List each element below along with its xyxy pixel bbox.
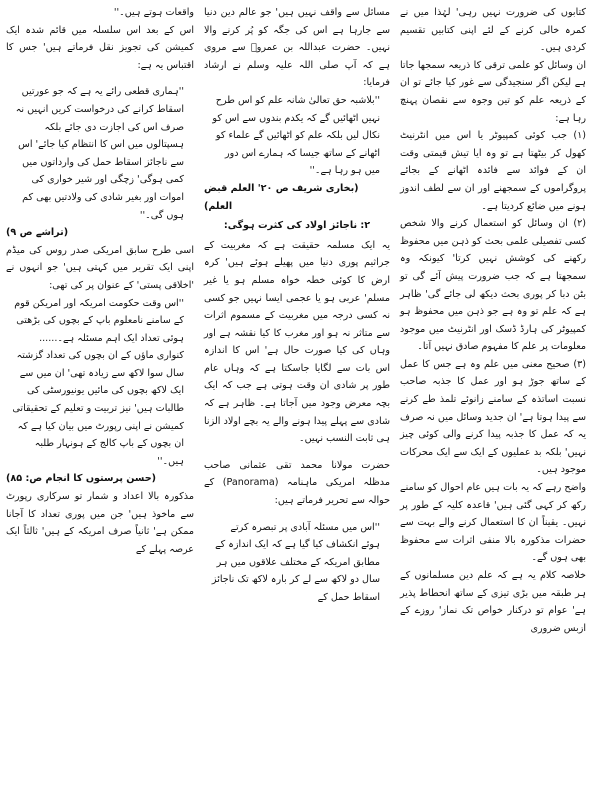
paragraph: کتابوں کی ضرورت نہیں رہی' لہٰذا میں نے کمرہ خالی کرنے کے لئے اپنی کتابیں تقسیم کردی ہیں۔ [400, 7, 586, 54]
paragraph: واضح رہے کہ یہ بات ہیں عام احوال کو سامنے رکھ کر کہی گئی ہیں' قاعدہ کلیہ کے طور پر نہیں۔ یقیناً ان کا استعمال کرنے والے بہت سے حضرات مذکورہ بالا منفی اثرات سے محفوظ بھی ہوں گے۔ [400, 482, 586, 564]
paragraph: (۲) ان وسائل کو استعمال کرنے والا شخص کسی تفصیلی علمی بحث کو ذہن میں محفوظ رکھنے کی کوشش نہیں کرتا' کیونکہ وہ سمجھتا ہے کہ جب ضرورت پیش آئے گی تو بٹن دبا کر پوری بحث دیکھ لی جائے گی' ظاہر ہے کہ علم تو وہ ہے جو ذہن میں محفوظ ہو کمپیوٹر کی ہارڈ ڈسک اور انٹرنیٹ میں موجود معلومات پر علم کا مفہوم صادق نہیں آتا۔ [400, 218, 586, 353]
paragraph: اس کے بعد اس سلسلہ میں قائم شدہ ایک کمیشن کی تجویز نقل فرماتے ہیں' جس کا اقتباس یہ ہے: [6, 24, 194, 71]
block-quote: ''اس میں مسئلہ آبادی پر تبصرہ کرتے ہوئے انکشاف کیا گیا ہے کہ ایک اندازہ کے مطابق امریکہ کے مختلف علاقوں میں ہر سال دو لاکھ سے لے کر بارہ لاکھ تک ناجائز اسقاط حمل کے [211, 521, 380, 603]
paragraph: ان وسائل کو علمی ترقی کا ذریعہ سمجھا جاتا ہے لیکن اگر سنجیدگی سے غور کیا جائے تو ان کے ذریعہ علم کو تین وجوہ سے نقصان پہنچ رہا ہے: [400, 59, 586, 124]
hadith-quote: ''بلاشبہ حق تعالیٰ شانہ علم کو اس طرح نہیں اٹھائیں گے کہ یکدم بندوں سے اس کو نکال لیں بلکہ علم کو اٹھائیں گے علماء کو اٹھانے کے ساتھ جیسا کہ ہمارے اس دور میں ہو رہا ہے۔'' [212, 94, 380, 177]
quote-source: (بخاری شریف ص ۲۰' العلم قبض العلم) [204, 182, 359, 212]
quote-source: (تراشے ص ۹) [6, 227, 69, 239]
paragraph [204, 457, 390, 510]
english-term: (Panorama) [222, 477, 279, 489]
block-quote: ''ہماری قطعی رائے یہ ہے کہ جو عورتیں اسقاط کرانے کی درخواست کریں انہیں نہ صرف اس کی اجازت دی جائے بلکہ ہسپتالوں میں اس کا انتظام کیا جائے' اس سے ناجائز اسقاط حمل کی وارداتوں میں کمی ہوگی' زچگی اور شیر خواری کی اموات اور بغیر شادی کی ولادتیں بھی کم ہوں گی۔'' [15, 86, 184, 221]
text-span: کے حوالہ سے تحریر فرماتے ہیں: [204, 477, 390, 507]
quote-source: (حسن پرستوں کا انجام ص: ۸۵) [6, 473, 156, 485]
paragraph: اسی طرح سابق امریکی صدر روس کی میڈم اپنی ایک تقریر میں کہتی ہیں' جو انہوں نے 'اخلاقی پستی' کے عنوان پر کی تھی: [6, 244, 194, 291]
text-column-left [2, 4, 198, 794]
paragraph: خلاصہ کلام یہ ہے کہ علم دین مسلمانوں کے ہر طبقہ میں بڑی تیزی کے ساتھ انحطاط پذیر ہے' عوام تو درکنار خواص تک نماز' روزے کے ازبس ضروری [400, 570, 586, 634]
section-heading: ۲: ناجائز اولاد کی کثرت ہوگی: [223, 220, 371, 232]
paragraph: (۳) صحیح معنی میں علم وہ ہے جس کا عمل کے ساتھ جوڑ ہو اور عمل کا جذبہ صاحب نسبت اساتذہ کے سامنے زانوئے تلمذ طے کرنے سے پیدا ہوتا ہے' ان جدید وسائل میں نہ صرف یہ کہ عمل کا جذبہ پیدا کرنے والی کوئی چیز نہیں' بلکہ بد عملیوں کے ایک سے ایک محرکات موجود ہیں۔ [400, 358, 586, 476]
paragraph: یہ ایک مسلمہ حقیقت ہے کہ مغربیت کے جراثیم پوری دنیا میں پھیلے ہوئے ہیں' کرہ ارض کا کوئی خطہ خواہ مسلم ہو یا غیر مسلم' عربی ہو یا عجمی ایسا نہیں جو کسی نہ کسی درجہ میں مغربیت کے مسموم اثرات سے متاثر نہ ہو اور مغرب کا کیا نقشہ ہے اور وہاں کی کیا صورت حال ہے' اس کا اندازہ اس بات سے لگایا جاسکتا ہے کہ وہاں عام طور پر شادی ان وقت ہوتی ہے جب کہ ایک بچہ معرض وجود میں آجاتا ہے۔ ظاہر ہے کہ شادی سے پہلے پیدا ہونے والے یہ بچے اولاد الزنا ہی ثابت النسب نہیں۔ [204, 239, 390, 445]
text-column-middle [200, 4, 394, 794]
paragraph: واقعات ہوتے ہیں۔'' [113, 7, 194, 18]
text-column-right [396, 4, 590, 794]
paragraph: مسائل سے واقف نہیں ہیں' جو عالم دین دنیا سے جارہا ہے اس کی جگہ کو پُر کرنے والا نہیں۔ حضرت عبداللہ بن عمروؓ سے مروی ہے کہ آپ صلی اللہ علیہ وسلم نے ارشاد فرمایا: [204, 7, 390, 89]
block-quote: ''اس وقت حکومت امریکہ اور امریکن قوم کے سامنے نامعلوم باپ کے بچوں کی بڑھتی ہوئی تعداد ایک اہم مسئلہ ہے۔...... کنواری ماؤں کے ان بچوں کی تعداد گزشتہ سال سوا لاکھ سے زیادہ تھی' ان میں سے ایک لاکھ بچوں کی مائیں یونیورسٹی کی طالبات ہیں' نیز تربیت و تعلیم کے تحقیقاتی کمیشن نے اپنی رپورٹ میں بیان کیا ہے کہ ان بچوں کے باپ کالج کے ہونہار طلبہ ہیں۔'' [12, 297, 184, 467]
paragraph: (۱) جب کوئی کمپیوٹر یا اس میں انٹرنیٹ کھول کر بیٹھتا ہے تو وہ ایا تیش قیمتی وقت ان کے فوائد سے فائدہ اٹھانے کے بجائے پروگراموں کے سمجھنے اور ان سے لطف اندوز ہونے میں ضائع کردیتا ہے۔ [400, 130, 586, 212]
text-span: حضرت مولانا محمد تقی عثمانی صاحب مدظلہ امریکی ماہنامہ [204, 459, 390, 489]
paragraph: مذکورہ بالا اعداد و شمار تو سرکاری رپورٹ سے ماخوذ ہیں' جن میں پوری تعداد کا آجانا ممکن ہے' ثانیاً صرف امریکہ کے ہیں' ثالثاً ایک عرصہ پہلے کے [6, 491, 194, 555]
